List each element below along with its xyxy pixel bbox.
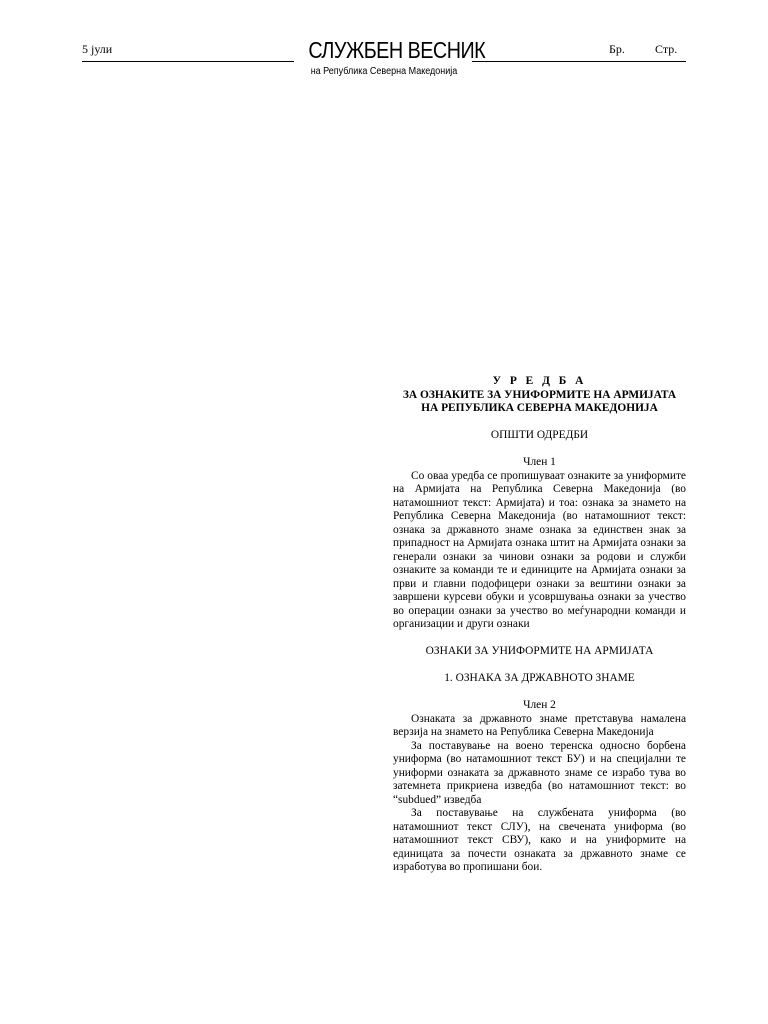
spacer <box>393 659 686 673</box>
spacer <box>393 443 686 457</box>
page-number-label: Стр. <box>655 42 678 56</box>
article-1-text: Со оваа уредба се пропишуваат ознаките за униформите на Армијата на Република Северна Македонија (во натамошниот текст: Армијата) и тоа: ознака за знамето на Република Северна Македонија (во натамошниот текст: ознака за државното знаме ознака за единствен знак за припадност на Армијата ознака штит на Армијата ознаки за генерали ознаки за чинови ознаки за родови и служби ознаките за команди те и единиците на Армијата ознаки за први и главни подофицери ознаки за вештини ознаки за завршени курсеви обуки и усовршувања ознаки за учество во операции ознаки за учество во меѓународни команди и организации и други ознаки <box>393 469 686 630</box>
article-2-paragraph-1: Ознаката за државното знаме претставува намалена верзија на знамето на Република Северна Македонија <box>393 712 686 738</box>
masthead-subtitle: на Република Северна Македонија <box>310 66 458 77</box>
section-general-provisions: ОПШТИ ОДРЕДБИ <box>490 429 589 441</box>
spacer <box>393 632 686 646</box>
decree-column <box>393 375 686 875</box>
masthead-title: СЛУЖБЕН ВЕСНИК <box>308 37 486 63</box>
header-rule-right <box>472 61 686 62</box>
decree-subtitle-line-2: НА РЕПУБЛИКА СЕВЕРНА МАКЕДОНИЈА <box>421 402 658 414</box>
issue-date: 5 јули <box>82 42 113 56</box>
article-2-paragraph-2: За поставување на воено теренска односно борбена униформа (во натамошниот текст БУ) и на специјални те униформи ознаката за државното знаме се израбо тува во затемнета прикриена изведба (во натамошниот текст: во “subdued” изведба <box>393 739 686 806</box>
spacer <box>393 416 686 430</box>
decree-subtitle-line-1: ЗА ОЗНАКИТЕ ЗА УНИФОРМИТЕ НА АРМИЈАТА <box>402 388 677 401</box>
issue-number-label: Бр. <box>609 42 625 56</box>
decree-title: У Р Е Д Б А <box>492 375 587 387</box>
header-rule-left <box>82 61 294 62</box>
section-uniform-insignia: ОЗНАКИ ЗА УНИФОРМИТЕ НА АРМИЈАТА <box>425 645 654 657</box>
article-2-heading: Член 2 <box>523 699 556 711</box>
article-1-heading: Член 1 <box>523 456 556 468</box>
subsection-state-flag: 1. ОЗНАКА ЗА ДРЖАВНОТО ЗНАМЕ <box>444 672 635 684</box>
article-2-paragraph-3: За поставување на службената униформа (во натамошниот текст СЛУ), на свечената униформа (во натамошниот текст СВУ), како и на униформите на единицата за почести ознаката за државното знаме се изработува во пропишани бои. <box>393 807 686 873</box>
spacer <box>393 686 686 700</box>
